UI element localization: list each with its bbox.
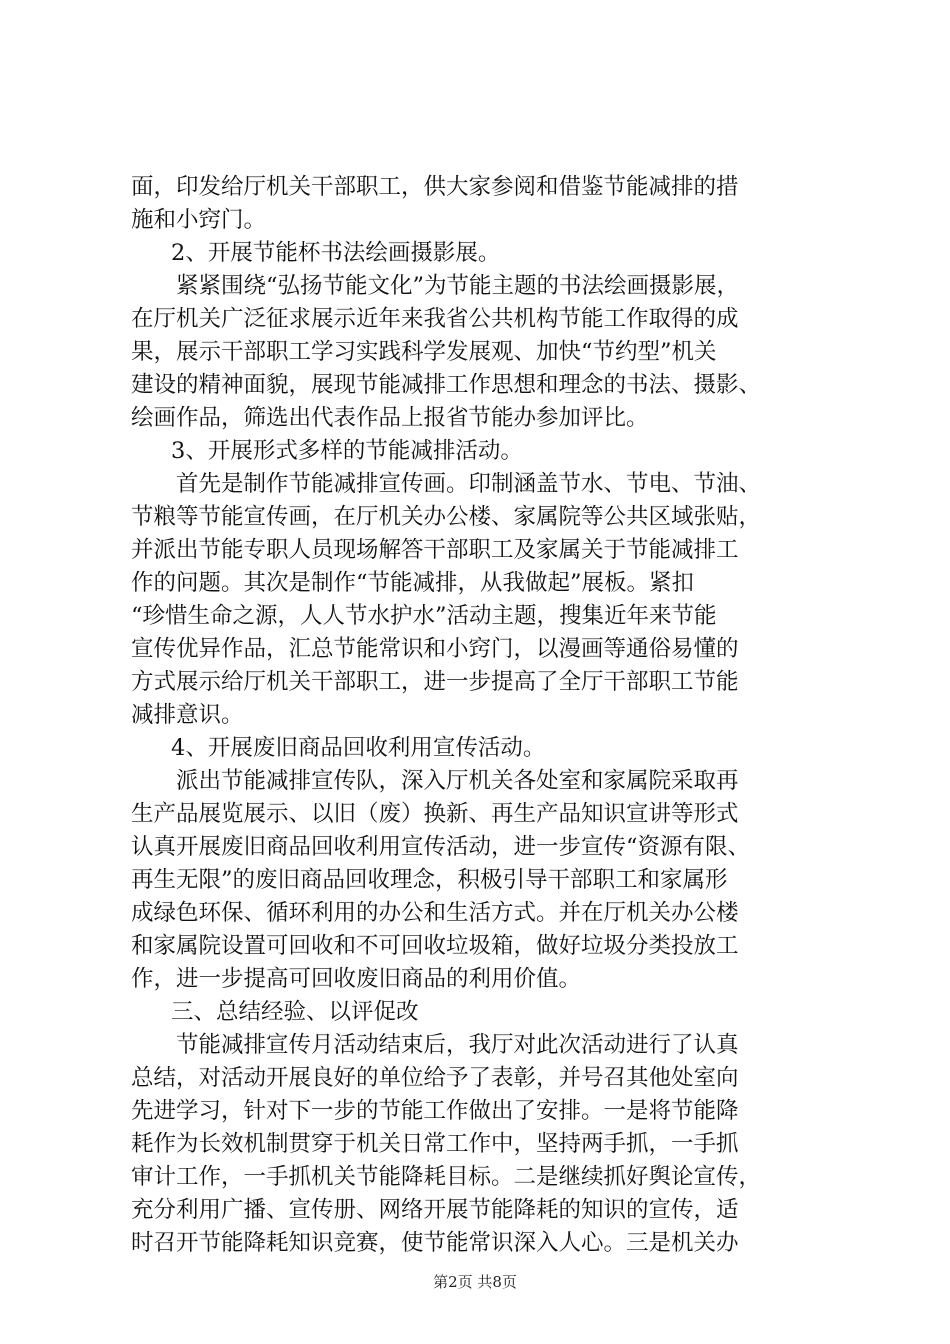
text-line: 再生无限”的废旧商品回收理念，积极引导干部职工和家属形: [131, 867, 728, 893]
text-line: 认真开展废旧商品回收利用宣传活动，进一步宣传“资源有限、: [131, 834, 751, 860]
text-line: 成绿色环保、循环利用的办公和生活方式。并在厅机关办公楼: [131, 900, 739, 926]
text-line: 作，进一步提高可回收废旧商品的利用价值。: [131, 966, 582, 992]
text-line: 节粮等节能宣传画，在厅机关办公楼、家属院等公共区域张贴，: [131, 504, 762, 530]
text-line: 作的问题。其次是制作“节能减排，从我做起”展板。紧扣: [131, 570, 695, 596]
text-line: 施和小窍门。: [131, 207, 267, 233]
text-line: 建设的精神面貌，展现节能减排工作思想和理念的书法、摄影、: [131, 372, 762, 398]
text-line: 耗作为长效机制贯穿于机关日常工作中，坚持两手抓，一手抓: [131, 1131, 739, 1157]
text-line: 果，展示干部职工学习实践科学发展观、加快“节约型”机关: [131, 339, 717, 365]
text-line: 绘画作品，筛选出代表作品上报省节能办参加评比。: [131, 405, 649, 431]
text-line: 节能减排宣传月活动结束后，我厅对此次活动进行了认真: [176, 1032, 739, 1058]
text-line: 和家属院设置可回收和不可回收垃圾箱，做好垃圾分类投放工: [131, 933, 739, 959]
text-line: 派出节能减排宣传队，深入厅机关各处室和家属院采取再: [176, 768, 739, 794]
text-line: 生产品展览展示、以旧（废）换新、再生产品知识宣讲等形式: [131, 801, 739, 827]
text-line: 审计工作，一手抓机关节能降耗目标。二是继续抓好舆论宣传，: [131, 1164, 762, 1190]
text-line: 方式展示给厅机关干部职工，进一步提高了全厅干部职工节能: [131, 669, 739, 695]
text-line: 时召开节能降耗知识竞赛，使节能常识深入人心。三是机关办: [131, 1230, 739, 1256]
text-line: 先进学习，针对下一步的节能工作做出了安排。一是将节能降: [131, 1098, 739, 1124]
text-line: 并派出节能专职人员现场解答干部职工及家属关于节能减排工: [131, 537, 739, 563]
text-line: 紧紧围绕“弘扬节能文化”为节能主题的书法绘画摄影展，: [176, 273, 740, 299]
text-line: 减排意识。: [131, 702, 244, 728]
text-line: 在厅机关广泛征求展示近年来我省公共机构节能工作取得的成: [131, 306, 739, 332]
text-line: 首先是制作节能减排宣传画。印制涵盖节水、节电、节油、: [176, 471, 762, 497]
section-heading: 2、开展节能杯书法绘画摄影展。: [171, 240, 501, 266]
document-body: [131, 171, 851, 1260]
text-line: “珍惜生命之源，人人节水护水”活动主题，搜集近年来节能: [131, 603, 717, 629]
section-heading: 3、开展形式多样的节能减排活动。: [171, 438, 523, 464]
text-line: 总结，对活动开展良好的单位给予了表彰，并号召其他处室向: [131, 1065, 739, 1091]
section-heading: 4、开展废旧商品回收利用宣传活动。: [171, 735, 546, 761]
section-heading: 三、总结经验、以评促改: [171, 999, 419, 1025]
page-number-label: 第2页 共8页: [433, 1273, 517, 1291]
text-line: 宣传优异作品，汇总节能常识和小窍门，以漫画等通俗易懂的: [131, 636, 739, 662]
page-footer: [0, 1272, 950, 1292]
text-line: 充分利用广播、宣传册、网络开展节能降耗的知识的宣传，适: [131, 1197, 739, 1223]
text-line: 面，印发给厅机关干部职工，供大家参阅和借鉴节能减排的措: [131, 174, 739, 200]
